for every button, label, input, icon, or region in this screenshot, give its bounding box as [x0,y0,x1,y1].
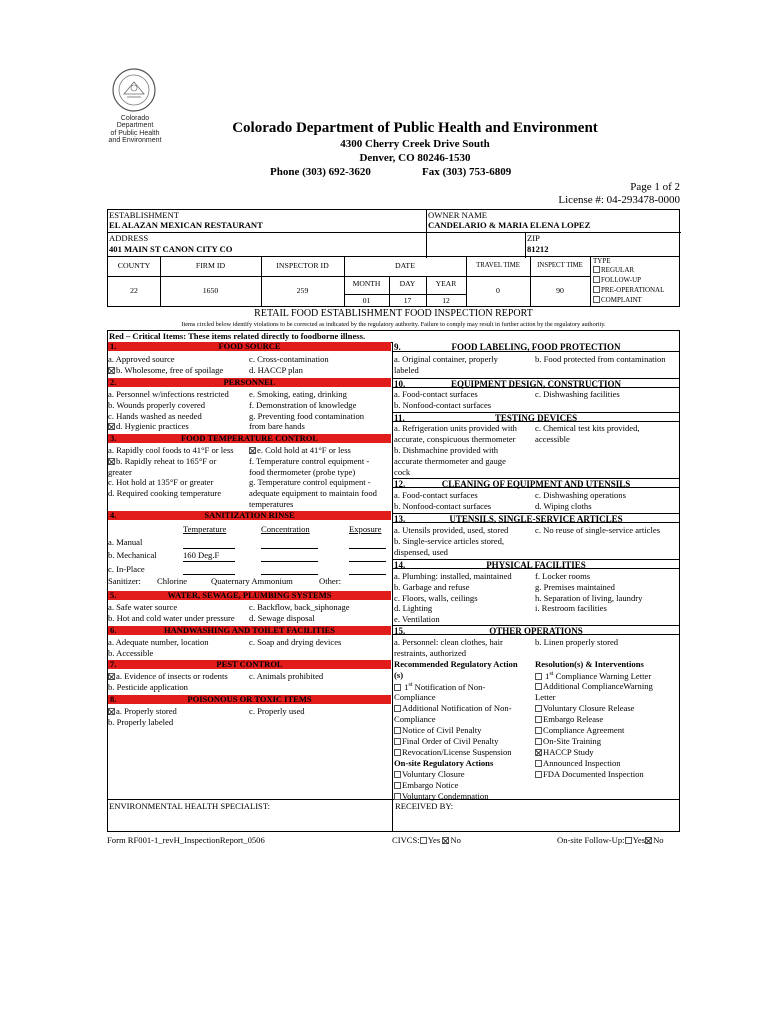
section-sanitization-header: 4. SANITIZATION RINSE [108,511,391,520]
item-7b[interactable]: b. Pesticide application [108,682,188,692]
item-11c-cont: accessible [535,434,570,444]
checkbox-icon[interactable] [593,276,600,283]
item-3f[interactable]: f. Temperature control equipment - [249,456,370,466]
recommended-actions-title: Recommended Regulatory Action [394,659,518,669]
item-13a[interactable]: a. Utensils provided, used, stored [394,525,509,535]
item-11a[interactable]: a. Refrigeration units provided with [394,423,517,433]
section-testing-devices-header: 11. TESTING DEVICES [392,412,680,422]
item-2c[interactable]: c. Hands washed as needed [108,411,202,421]
checkbox-icon[interactable] [625,837,632,844]
fax-line: Fax (303) 753-6809 [422,166,512,178]
action-final-order[interactable]: Final Order of Civil Penalty [394,737,498,747]
checkbox-icon[interactable] [535,673,542,680]
checked-box-icon[interactable] [108,367,115,374]
col-concentration: Concentration [261,524,310,534]
type-label: TYPE [593,257,611,265]
item-14b[interactable]: b. Garbage and refuse [394,582,470,592]
report-title: RETAIL FOOD ESTABLISHMENT FOOD INSPECTION REPORT [254,308,533,319]
type-complaint[interactable]: COMPLAINT [593,296,642,304]
item-1d[interactable]: d. HACCP plan [249,365,303,375]
checkbox-icon[interactable] [535,716,542,723]
address-label: ADDRESS [109,233,149,243]
checkbox-icon[interactable] [394,738,401,745]
item-14f[interactable]: f. Locker rooms [535,571,591,581]
checkbox-icon[interactable] [535,705,542,712]
section-water-header: 5. WATER, SEWAGE, PLUMBING SYSTEMS [108,591,391,600]
item-14g[interactable]: g. Premises maintained [535,582,615,592]
onsite-followup-field: On-site Follow-Up: Yes No [557,835,664,845]
checked-box-icon[interactable] [108,458,115,465]
item-1a[interactable]: a. Approved source [108,354,175,364]
month-value: 01 [362,296,371,305]
action-additional-notification-cont: Compliance [394,714,436,724]
item-15a-cont: restraints, authorized [394,648,467,658]
inspect-time-value: 90 [556,286,564,295]
inspector-id-value: 259 [296,286,309,295]
item-3a[interactable]: a. Rapidly cool foods to 41°F or less [108,445,234,455]
col-exposure: Exposure [349,524,382,534]
city-line: Denver, CO 80246-1530 [359,152,471,164]
item-11a-cont: accurate, conspicuous thermometer [394,434,516,444]
checkbox-icon[interactable] [593,296,600,303]
checkbox-icon[interactable] [394,727,401,734]
checkbox-icon[interactable] [394,771,401,778]
item-15b[interactable]: b. Linen properly stored [535,637,619,647]
item-9a[interactable]: a. Original container, properly [394,354,498,364]
item-7c[interactable]: c. Animals prohibited [249,671,324,681]
checkbox-icon[interactable] [420,837,427,844]
inspect-time-label: INSPECT TIME [537,262,583,269]
establishment-box [107,209,680,257]
state-seal-logo [109,66,159,114]
sanitizer-other[interactable]: Other: [319,576,341,586]
month-label: MONTH [352,279,381,288]
address-value: 401 MAIN ST CANON CITY CO [109,244,233,254]
item-12b[interactable]: b. Nonfood-contact surfaces [394,501,492,511]
checked-box-icon[interactable] [645,837,652,844]
section-toxic-header: 8. POISONOUS OR TOXIC ITEMS [108,695,391,704]
checked-box-icon[interactable] [249,447,256,454]
sanitizer-quat[interactable]: Quaternary Ammonium [211,576,293,586]
year-value: 12 [442,296,450,305]
section-handwashing-header: 6. HANDWASHING AND TOILET FACILITIES [108,626,391,635]
res-fda-inspection[interactable]: FDA Documented Inspection [535,770,644,780]
sanitizer-label: Sanitizer: [108,576,141,586]
item-10a[interactable]: a. Food-contact surfaces [394,389,478,399]
section-utensils-header: 13. UTENSILS, SINGLE-SERVICE ARTICLES [392,513,680,523]
item-2a[interactable]: a. Personnel w/infections restricted [108,389,229,399]
item-8b[interactable]: b. Properly labeled [108,717,174,727]
onsite-embargo-notice[interactable]: Embargo Notice [394,781,458,791]
checked-box-icon[interactable] [535,749,542,756]
received-by-label[interactable]: RECEIVED BY: [395,801,454,811]
section-personnel-header: 2. PERSONNEL [108,378,391,387]
date-label: DATE [395,261,415,270]
county-value: 22 [130,286,138,295]
item-2b[interactable]: b. Wounds properly covered [108,400,205,410]
res-haccp-study[interactable]: HACCP Study [535,748,594,758]
section-pest-header: 7. PEST CONTROL [108,660,391,669]
sanitizer-chlorine[interactable]: Chlorine [157,576,188,586]
checkbox-icon[interactable] [394,782,401,789]
item-14c[interactable]: c. Floors, walls, ceilings [394,593,478,603]
checkbox-icon[interactable] [535,683,542,690]
item-14e[interactable]: e. Ventilation [394,614,440,624]
establishment-label: ESTABLISHMENT [109,210,179,220]
checked-box-icon[interactable] [108,673,115,680]
item-10b[interactable]: b. Nonfood-contact surfaces [394,400,492,410]
item-5c[interactable]: c. Backflow, back_siphonage [249,602,350,612]
ehs-signature-label[interactable]: ENVIRONMENTAL HEALTH SPECIALIST: [109,801,271,811]
res-compliance-agreement[interactable]: Compliance Agreement [535,726,624,736]
res-onsite-training[interactable]: On-Site Training [535,737,601,747]
item-14d[interactable]: d. Lighting [394,603,433,613]
checked-box-icon[interactable] [108,423,115,430]
day-label: DAY [399,279,416,288]
item-4a[interactable]: a. Manual [108,537,143,547]
section-equipment-design-header: 10. EQUIPMENT DESIGN, CONSTRUCTION [392,378,680,388]
item-8c[interactable]: c. Properly used [249,706,305,716]
travel-time-value: 0 [496,286,500,295]
onsite-voluntary-closure[interactable]: Voluntary Closure [394,770,465,780]
res-embargo-release[interactable]: Embargo Release [535,715,603,725]
type-follow-up[interactable]: FOLLOW-UP [593,276,641,284]
firm-id-label: FIRM ID [195,261,226,270]
section-food-labeling-header: 9. FOOD LABELING, FOOD PROTECTION [392,342,680,352]
item-11c[interactable]: c. Chemical test kits provided, [535,423,640,433]
item-2d[interactable]: d. Hygienic practices [108,422,189,432]
firm-id-value: 1650 [202,286,219,295]
item-6a[interactable]: a. Adequate number, location [108,637,209,647]
checkbox-icon[interactable] [394,684,401,691]
zip-value: 81212 [527,244,549,254]
item-2f[interactable]: f. Demonstration of knowledge [249,400,357,410]
item-6b[interactable]: b. Accessible [108,648,154,658]
res-compliance-warning[interactable]: 1st Compliance Warning Letter [535,671,651,682]
county-label: COUNTY [117,261,151,270]
item-3c[interactable]: c. Hot hold at 135°F or greater [108,477,214,487]
item-3f-cont: food thermometer (probe type) [249,467,356,477]
item-3g-cont2: temperatures [249,499,294,509]
action-additional-notification[interactable]: Additional Notification of Non- [394,704,512,714]
inspector-id-label: INSPECTOR ID [276,261,329,270]
day-value: 17 [403,296,412,305]
report-note: Items circled below identify violations to be corrected as indicated by the regulatory authority. Failure to comply may result in further action by the regulatory authority. [181,321,606,328]
item-3e[interactable]: e. Cold hold at 41°F or less [249,446,351,456]
item-9a-cont: labeled [394,365,419,375]
section-physical-header: 14. PHYSICAL FACILITIES [392,559,680,569]
license-number: License #: 04-293478-0000 [558,194,680,206]
section-other-ops-header: 15. OTHER OPERATIONS [392,625,680,635]
year-label: YEAR [435,279,457,288]
item-4b[interactable]: b. Mechanical [108,550,157,560]
owner-label: OWNER NAME [428,210,487,220]
checkbox-icon[interactable] [394,705,401,712]
action-notice-civil-penalty[interactable]: Notice of Civil Penalty [394,726,481,736]
item-2g-cont: from bare hands [249,421,305,431]
page-title: Colorado Department of Public Health and Environment [232,120,598,136]
action-first-notification-cont: Compliance [394,692,436,702]
res-announced-inspection[interactable]: Announced Inspection [535,759,621,769]
type-pre-operational[interactable]: PRE-OPERATIONAL [593,286,664,294]
onsite-actions-title: On-site Regulatory Actions [394,758,494,768]
checkbox-icon[interactable] [535,738,542,745]
address-line: 4300 Cherry Creek Drive South [340,138,490,150]
checkbox-icon[interactable] [593,266,600,273]
item-13b-cont: dispensed, used [394,547,448,557]
type-regular[interactable]: REGULAR [593,266,634,274]
page-number: Page 1 of 2 [630,181,680,193]
item-10c[interactable]: c. Dishwashing facilities [535,389,620,399]
item-2e[interactable]: e. Smoking, eating, drinking [249,389,347,399]
item-2g[interactable]: g. Preventing food contamination [249,411,365,421]
item-1c[interactable]: c. Cross-contamination [249,354,329,364]
checked-box-icon[interactable] [442,837,449,844]
item-8a[interactable]: a. Properly stored [108,707,177,717]
form-number: Form RF001-1_revH_InspectionReport_0506 [107,835,265,845]
section-food-temp-header: 3. FOOD TEMPERATURE CONTROL [108,434,391,443]
checked-box-icon[interactable] [108,708,115,715]
checkbox-icon[interactable] [394,749,401,756]
item-12a[interactable]: a. Food-contact surfaces [394,490,478,500]
checkbox-icon[interactable] [593,286,600,293]
action-first-notification[interactable]: 1st Notification of Non- [394,682,485,693]
zip-label: ZIP [527,233,540,243]
item-1b[interactable]: b. Wholesome, free of spoilage [108,366,223,376]
item-4b-temp: 160 Deg.F [183,550,220,560]
item-7a[interactable]: a. Evidence of insects or rodents [108,672,228,682]
item-3d[interactable]: d. Required cooking temperature [108,488,222,498]
item-11b-cont2: cock [394,467,411,477]
action-revocation[interactable]: Revocation/License Suspension [394,748,512,758]
item-5a[interactable]: a. Safe water source [108,602,178,612]
phone-line: Phone (303) 692-3620 [270,166,371,178]
item-14i[interactable]: i. Restroom facilities [535,603,607,613]
critical-items-note: Red – Critical Items: These items related directly to foodborne illness. [109,331,366,341]
col-temperature: Temperature [183,524,227,534]
item-12c[interactable]: c. Dishwashing operations [535,490,626,500]
department-logo-text: Colorado Department of Public Health and Environment [108,115,162,145]
item-5d[interactable]: d. Sewage disposal [249,613,315,623]
res-additional-warning[interactable]: Additional ComplianceWarning [535,682,653,692]
item-3b[interactable]: b. Rapidly reheat to 165°F or [108,457,216,467]
item-3g[interactable]: g. Temperature control equipment - [249,477,371,487]
onsite-voluntary-condemnation[interactable]: Voluntary Condemnation [394,792,489,802]
civcs-field: CIVCS: Yes No [392,835,461,845]
checkbox-icon[interactable] [535,727,542,734]
checkbox-icon[interactable] [535,760,542,767]
checkbox-icon[interactable] [535,771,542,778]
signature-row [107,800,680,832]
section-food-source-header: 1. FOOD SOURCE [108,342,391,351]
item-13b[interactable]: b. Single-service articles stored, [394,536,505,546]
res-additional-warning-cont: Letter [535,692,556,702]
item-11b[interactable]: b. Dishmachine provided with [394,445,499,455]
item-13c[interactable]: c. No reuse of single-service articles [535,525,661,535]
item-3g-cont: adequate equipment to maintain food [249,488,377,498]
res-voluntary-closure-release[interactable]: Voluntary Closure Release [535,704,635,714]
owner-name: CANDELARIO & MARIA ELENA LOPEZ [428,220,591,230]
resolutions-title: Resolution(s) & Interventions [535,659,644,669]
travel-time-label: TRAVEL TIME [476,262,520,269]
section-cleaning-header: 12. CLEANING OF EQUIPMENT AND UTENSILS [392,478,680,488]
checkbox-icon[interactable] [394,793,401,800]
inspection-info-row [107,257,680,307]
item-3b-cont: greater [108,467,132,477]
item-15a[interactable]: a. Personnel: clean clothes, hair [394,637,503,647]
recommended-actions-title2: (s) [394,670,404,680]
item-9b[interactable]: b. Food protected from contamination [535,354,666,364]
establishment-name: EL ALAZAN MEXICAN RESTAURANT [109,220,263,230]
item-14a[interactable]: a. Plumbing: installed, maintained [394,571,512,581]
item-4c[interactable]: c. In-Place [108,564,145,574]
item-14h[interactable]: h. Separation of living, laundry [535,593,643,603]
item-11b-cont: accurate thermometer and gauge [394,456,506,466]
item-12d[interactable]: d. Wiping cloths [535,501,592,511]
item-6c[interactable]: c. Soap and drying devices [249,637,342,647]
item-5b[interactable]: b. Hot and cold water under pressure [108,613,235,623]
